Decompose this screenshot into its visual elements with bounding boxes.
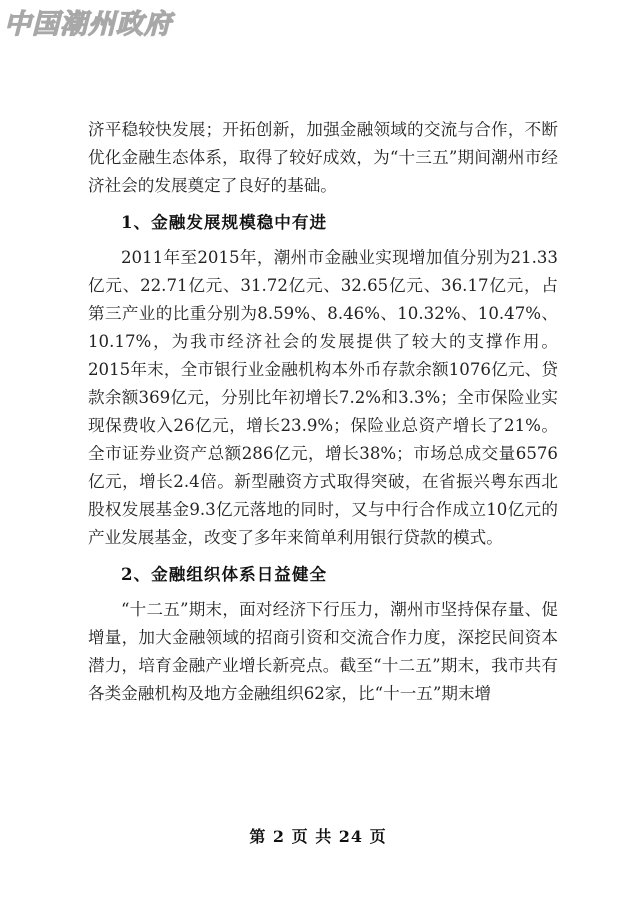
paragraph-financial-scale: 2011年至2015年，潮州市金融业实现增加值分别为21.33亿元、22.71亿元、31.72亿元、32.65亿元、36.17亿元，占第三产业的比重分别为8.59%、8.46%、10.32%、10.47%、10.17%，为我市经济社会的发展提供了较大的支撑作用。2015年末，全市银行业金融机构本外币存款余额1076亿元、贷款余额369亿元，分别比年初增长7.2%和3.3%；全市保险业实现保费收入26亿元，增长23.9%；保险业总资产增长了21%。全市证券业资产总额286亿元，增长38%；市场总成交量6576亿元，增长2.4倍。新型融资方式取得突破，在省振兴粤东西北股权发展基金9.3亿元落地的同时，又与中行合作成立10亿元的产业发展基金，改变了多年来简单利用银行贷款的模式。 [88,248,558,547]
section-heading-1: 1、金融发展规模稳中有进 [121,212,328,232]
section-heading-2: 2、金融组织体系日益健全 [121,564,328,584]
paragraph-continuation: 济平稳较快发展；开拓创新，加强金融领域的交流与合作，不断优化金融生态体系，取得了较好成效，为“十三五”期间潮州市经济社会的发展奠定了良好的基础。 [88,120,558,195]
paragraph-financial-organization: “十二五”期末，面对经济下行压力，潮州市坚持保存量、促增量，加大金融领域的招商引资和交流合作力度，深挖民间资本潜力，培育金融产业增长新亮点。截至“十二五”期末，我市共有各类金融机构及地方金融组织62家，比“十一五”期末增 [88,600,558,703]
document-body [88,116,558,708]
page-number-footer: 第 2 页 共 24 页 [249,827,387,846]
watermark-logo: 中国潮州政府 [4,9,172,40]
